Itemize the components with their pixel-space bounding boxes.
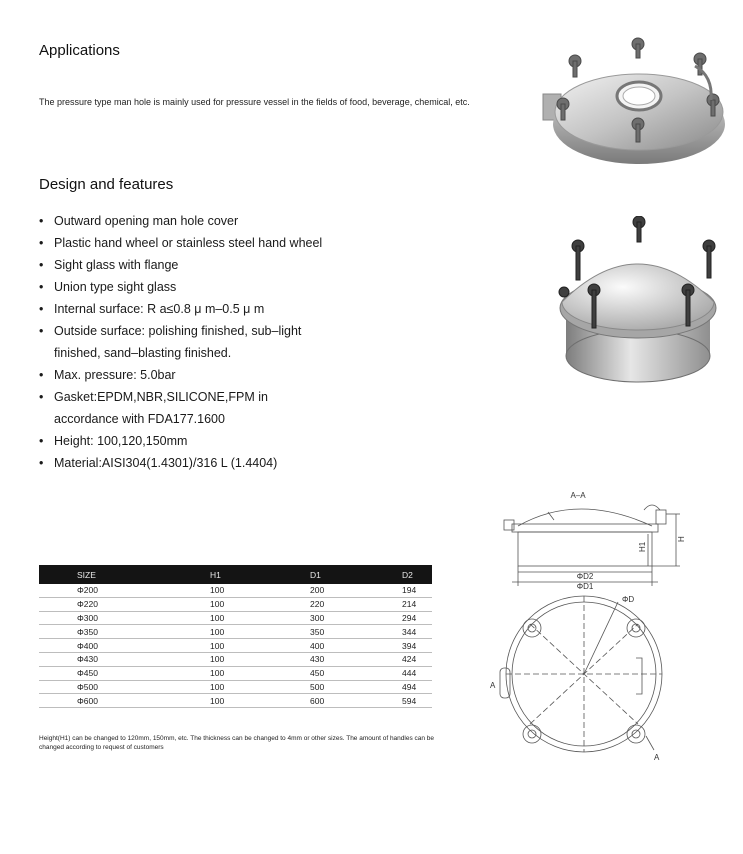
cell-d2: 594 xyxy=(402,694,432,708)
cell-h1: 100 xyxy=(210,666,310,680)
feature-item: • Height: 100,120,150mm xyxy=(39,430,349,452)
table-row xyxy=(39,597,432,611)
feature-item: • Outward opening man hole cover xyxy=(39,210,349,232)
cell-d2: 294 xyxy=(402,611,432,625)
feature-item: • Plastic hand wheel or stainless steel hand wheel xyxy=(39,232,324,254)
table-row xyxy=(39,694,432,708)
cell-size: Φ600 xyxy=(39,694,210,708)
product-photo-dome xyxy=(548,216,728,384)
cell-size: Φ430 xyxy=(39,652,210,666)
cell-size: Φ450 xyxy=(39,666,210,680)
cell-d1: 200 xyxy=(310,584,402,597)
cell-size: Φ500 xyxy=(39,680,210,694)
table-footnote: Height(H1) can be changed to 120mm, 150mm, etc. The thickness can be changed to 4mm or other sizes. The amount of handles can be changed according to request of customers xyxy=(39,735,435,751)
section-marker-right: A xyxy=(654,753,660,762)
cell-d2: 194 xyxy=(402,584,432,597)
cell-d1: 600 xyxy=(310,694,402,708)
d2-dimension-label: ΦD2 xyxy=(576,572,594,581)
cell-h1: 100 xyxy=(210,694,310,708)
cell-d1: 220 xyxy=(310,597,402,611)
design-title: Design and features xyxy=(39,176,174,193)
table-row xyxy=(39,584,432,597)
cell-size: Φ220 xyxy=(39,597,210,611)
table-row xyxy=(39,652,432,666)
d1-dimension-label: ΦD1 xyxy=(576,582,594,591)
table-row xyxy=(39,611,432,625)
features-list xyxy=(39,210,349,474)
feature-item: • Union type sight glass xyxy=(39,276,349,298)
feature-item: • Max. pressure: 5.0bar xyxy=(39,364,349,386)
table-header-row xyxy=(39,565,432,584)
column-header-size: SIZE xyxy=(39,565,210,584)
applications-title: Applications xyxy=(39,42,120,59)
cell-size: Φ350 xyxy=(39,625,210,639)
cell-d1: 430 xyxy=(310,652,402,666)
table-row xyxy=(39,680,432,694)
technical-drawing xyxy=(488,478,698,768)
feature-item: • Internal surface: R a≤0.8 μ m–0.5 μ m xyxy=(39,298,349,320)
size-spec-table xyxy=(39,565,432,708)
cell-h1: 100 xyxy=(210,611,310,625)
table-row xyxy=(39,625,432,639)
cell-d2: 494 xyxy=(402,680,432,694)
cell-h1: 100 xyxy=(210,625,310,639)
cell-d2: 394 xyxy=(402,639,432,653)
column-header-h1: H1 xyxy=(210,565,310,584)
feature-item: • Sight glass with flange xyxy=(39,254,349,276)
cell-d1: 400 xyxy=(310,639,402,653)
product-photo-top xyxy=(535,36,725,176)
cell-h1: 100 xyxy=(210,639,310,653)
cell-size: Φ300 xyxy=(39,611,210,625)
column-header-d2: D2 xyxy=(402,565,432,584)
cell-d2: 214 xyxy=(402,597,432,611)
h-dimension-label: H xyxy=(677,536,686,542)
cell-d1: 450 xyxy=(310,666,402,680)
feature-item: • Outside surface: polishing finished, sub–light finished, sand–blasting finished. xyxy=(39,320,344,364)
table-row xyxy=(39,639,432,653)
h1-dimension-label: H1 xyxy=(638,541,647,552)
cell-d1: 500 xyxy=(310,680,402,694)
cell-h1: 100 xyxy=(210,652,310,666)
cell-size: Φ400 xyxy=(39,639,210,653)
section-label: A–A xyxy=(570,491,586,500)
cell-h1: 100 xyxy=(210,680,310,694)
applications-text: The pressure type man hole is mainly used for pressure vessel in the fields of food, beverage, chemical, etc. xyxy=(39,97,470,107)
feature-item: • Gasket:EPDM,NBR,SILICONE,FPM in accordance with FDA177.1600 xyxy=(39,386,314,430)
cell-d1: 300 xyxy=(310,611,402,625)
cell-d2: 444 xyxy=(402,666,432,680)
cell-size: Φ200 xyxy=(39,584,210,597)
table-row xyxy=(39,666,432,680)
cell-h1: 100 xyxy=(210,597,310,611)
column-header-d1: D1 xyxy=(310,565,402,584)
cell-d2: 424 xyxy=(402,652,432,666)
d-dimension-label: ΦD xyxy=(622,595,635,604)
section-marker-left: A xyxy=(490,681,496,690)
cell-d2: 344 xyxy=(402,625,432,639)
cell-h1: 100 xyxy=(210,584,310,597)
cell-d1: 350 xyxy=(310,625,402,639)
feature-item: • Material:AISI304(1.4301)/316 L (1.4404) xyxy=(39,452,349,474)
